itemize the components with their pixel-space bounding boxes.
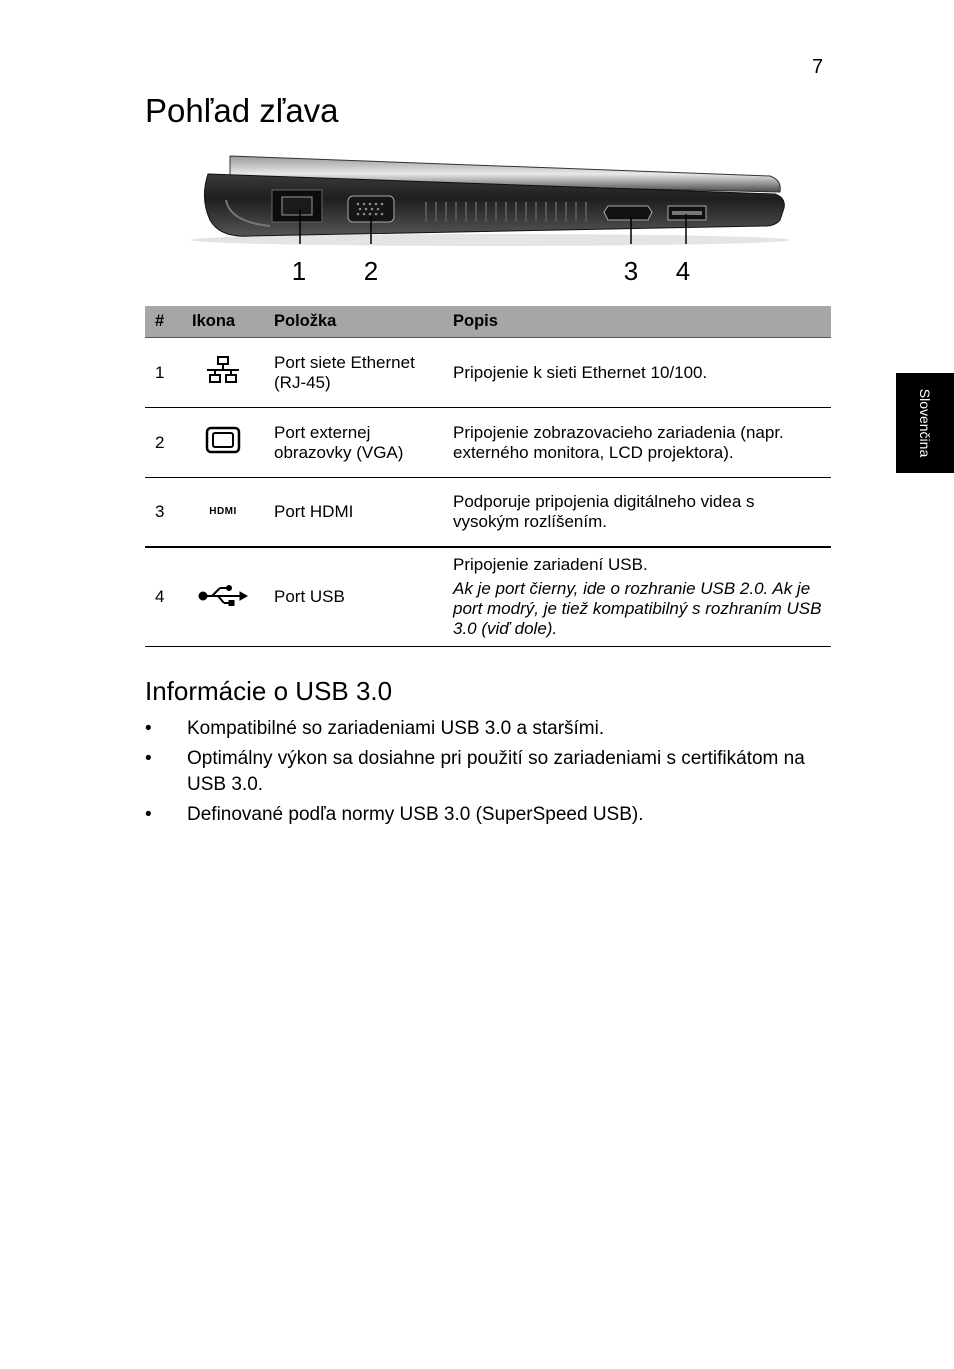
row-number: 3 [145, 478, 182, 548]
header-icon: Ikona [182, 306, 264, 338]
table-row [145, 547, 831, 647]
header-description: Popis [443, 306, 831, 338]
table-row [145, 338, 831, 408]
page-number: 7 [812, 56, 824, 78]
row-item: Port externej obrazovky (VGA) [264, 408, 443, 478]
laptop-left-side-illustration [190, 150, 800, 295]
ports-table [145, 306, 831, 647]
row-description: Pripojenie k sieti Ethernet 10/100. [443, 338, 831, 408]
ethernet-icon [206, 355, 240, 385]
header-item: Položka [264, 306, 443, 338]
callout-4: 4 [675, 256, 691, 286]
row-number: 1 [145, 338, 182, 408]
callout-1: 1 [291, 256, 307, 286]
row-number: 2 [145, 408, 182, 478]
usb-icon [198, 582, 248, 608]
row-description: Podporuje pripojenia digitálneho videa s vysokým rozlíšením. [443, 478, 831, 548]
row-description: Pripojenie zariadení USB. [453, 555, 648, 574]
list-item: • Optimálny výkon sa dosiahne pri použití so zariadeniami s certifikátom na USB 3.0. [145, 746, 835, 798]
row-item: Port siete Ethernet (RJ-45) [264, 338, 443, 408]
row-item: Port HDMI [264, 478, 443, 548]
row-note: Ak je port čierny, ide o rozhranie USB 2.0. Ak je port modrý, je tiež kompatibilný s rozhraním USB 3.0 (viď dole). [453, 579, 822, 638]
list-item: • Kompatibilné so zariadeniami USB 3.0 a staršími. [145, 716, 835, 742]
header-number: # [145, 306, 182, 338]
table-header-row [145, 306, 831, 338]
hdmi-icon-label: HDMI [209, 506, 237, 517]
usb-info-list [145, 716, 835, 832]
section-title: Informácie o USB 3.0 [145, 676, 393, 706]
callout-2: 2 [363, 256, 379, 286]
table-row [145, 478, 831, 548]
callout-3: 3 [623, 256, 639, 286]
row-number: 4 [145, 547, 182, 647]
list-item: • Definované podľa normy USB 3.0 (SuperSpeed USB). [145, 802, 835, 828]
language-tab-label: Slovenčina [917, 388, 933, 458]
language-tab [896, 373, 954, 473]
page-title: Pohľad zľava [145, 92, 339, 129]
table-row [145, 408, 831, 478]
row-description: Pripojenie zobrazovacieho zariadenia (napr. externého monitora, LCD projektora). [443, 408, 831, 478]
vga-monitor-icon [205, 426, 241, 454]
hdmi-icon [203, 503, 243, 517]
row-item: Port USB [264, 547, 443, 647]
